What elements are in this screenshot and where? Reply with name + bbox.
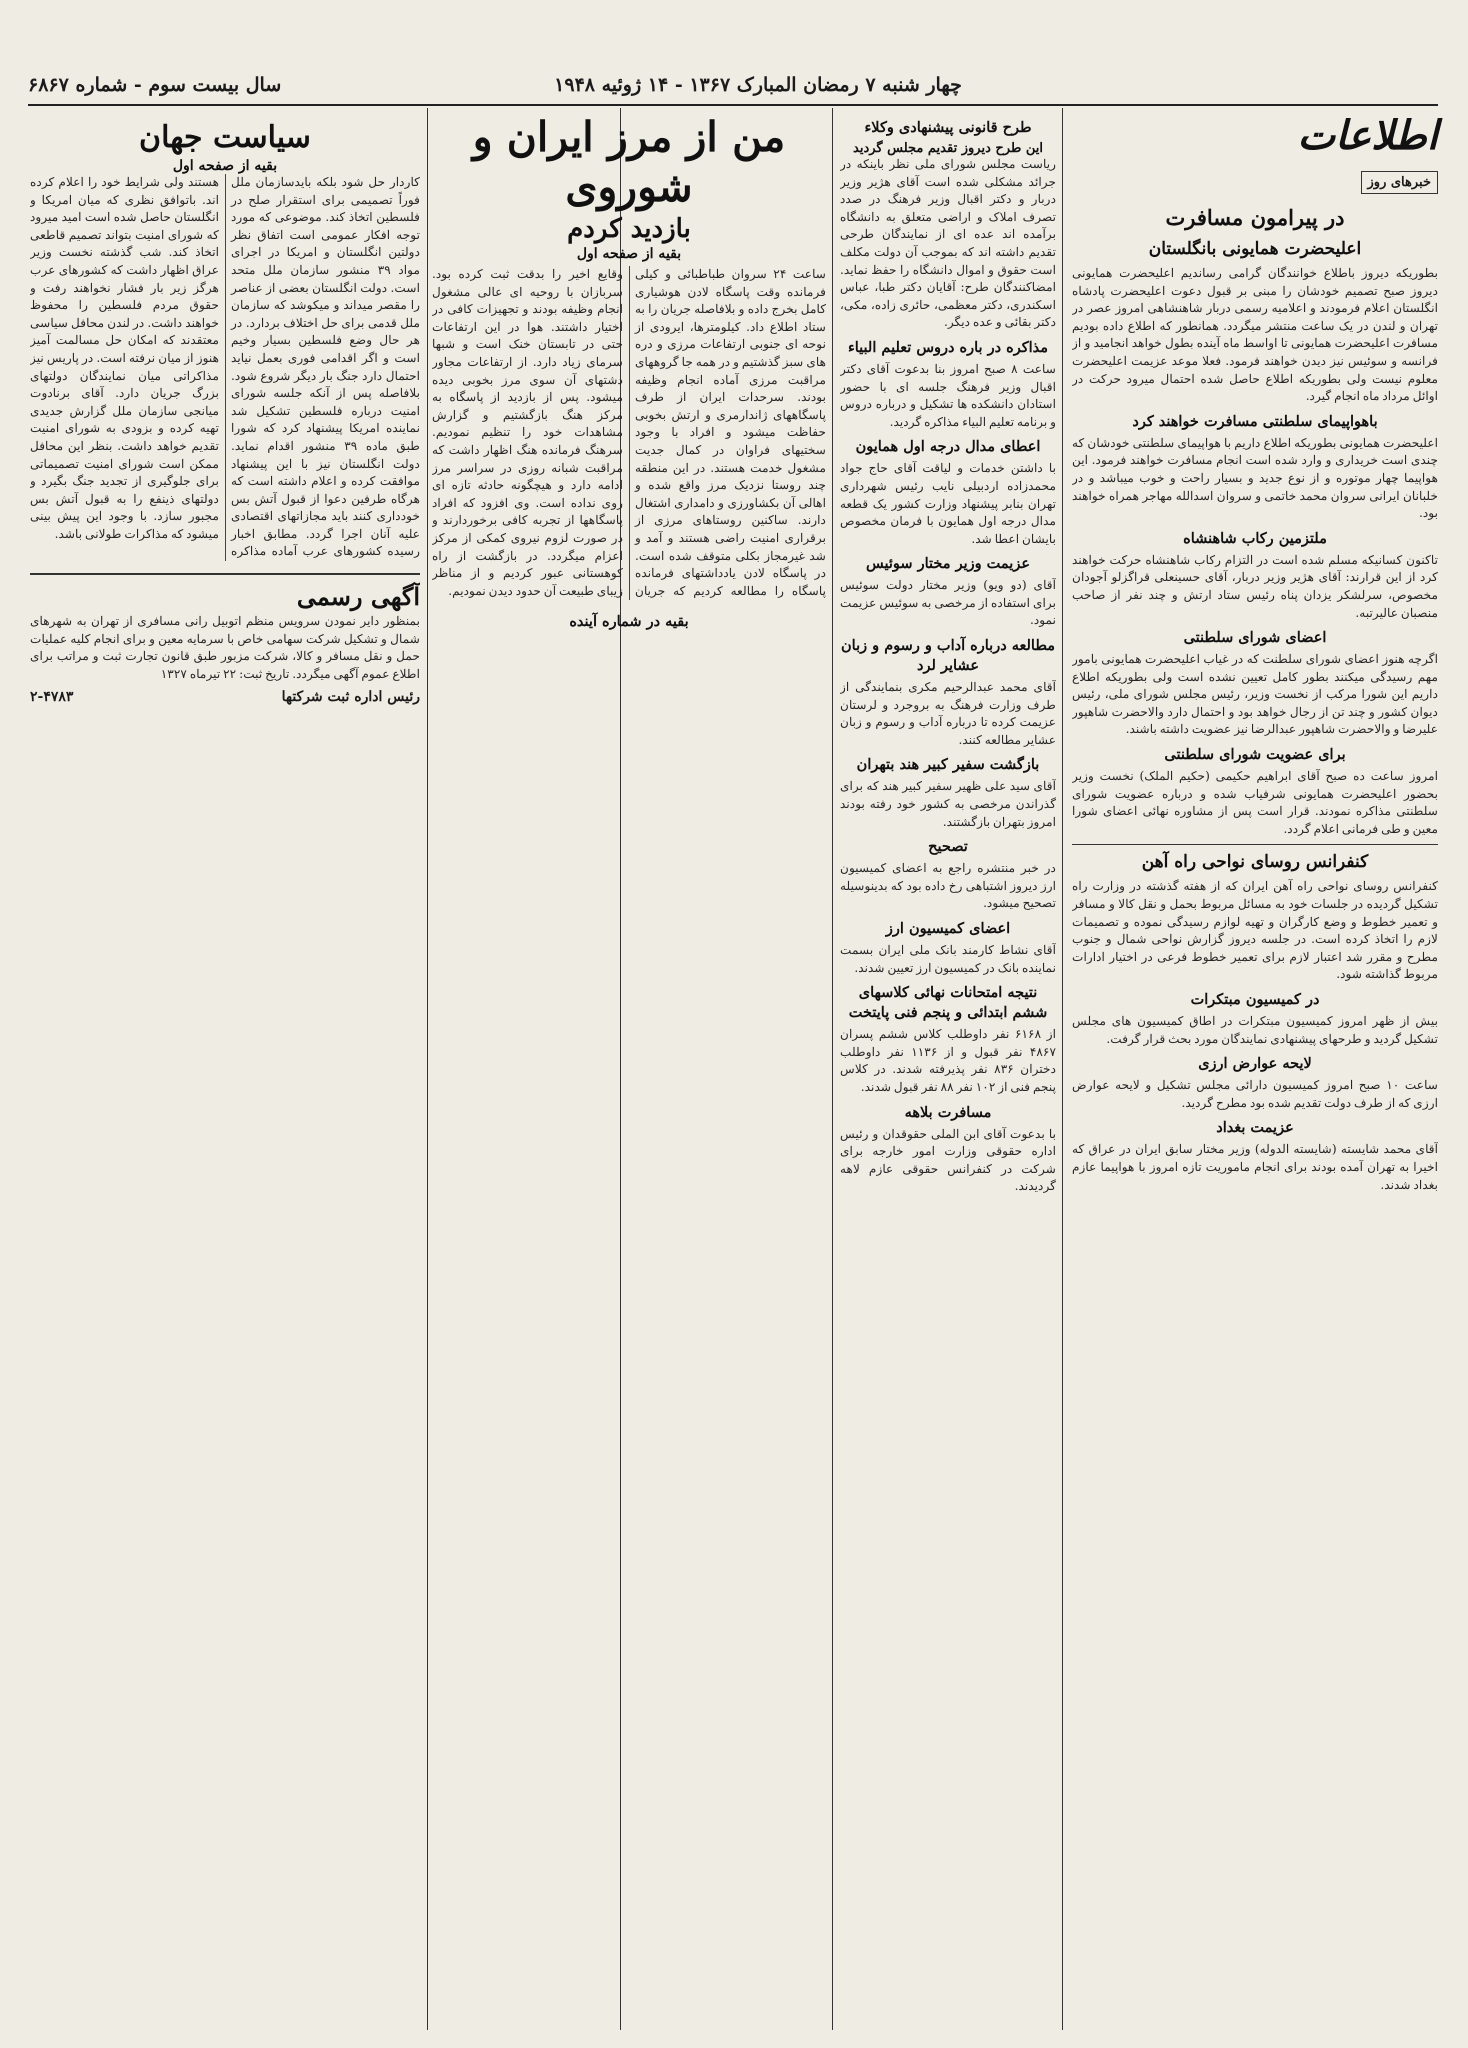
article-baghdad: آقای محمد شایسته (شایسته الدوله) وزیر مختار سابق ایران در عراق که اخیرا به تهران آمده بودند برای انجام ماموریت تازه امروز با هواپیما عازم بغداد شدند.: [1072, 1142, 1438, 1192]
article-bill: ریاست مجلس شورای ملی نظر باینکه در جرائد مشکلی شده است آقای هژیر وزیر دربار و دکتر اقبال وزیر فرهنگ در صدد تصرف املاک و اراضی متعلق به دانشگاه برآمده اند عده ای از نمایندگان طرحی تقدیم داشته اند که بموجب آن دولت مکلف است حقوق و اموال دانشگاه را حفظ نماید. امضاکنندگان طرح: آقایان دکتر طبا، عباس اسکندری، دکتر معظمی، حائری زاده، مکی، دکتر بقائی و عده دیگر.: [840, 157, 1056, 330]
world-article: [30, 174, 420, 561]
subheadline-travel: اعلیحضرت همایونی بانگلستان: [1148, 239, 1362, 259]
world-paragraph: کاردار حل شود بلکه بایدسازمان ملل فوراً تصمیمی برای استقرار صلح در فلسطین اتخاذ کند. موضوعی که مورد توجه افکار عمومی است اتفاق نظر دولتین انگلستان و امریکا در اجرای مواد ۳۹ منشور سازمان ملل متحد است. دولت انگلستان بعضی از عناصر را مقصر میداند و میکوشد که سازمان ملل قدمی برای حل اختلاف بردارد. در هر حال وضع فلسطین بسیار وخیم است و اگر اقدامی فوری بعمل نیاید احتمال دارد جنگ بار دیگر شروع شود.: [231, 175, 420, 383]
article-india-ambassador: آقای سید علی ظهیر سفیر کبیر هند که برای گذراندن مرخصی به کشور خود رفته بودند امروز بتهران بازگشتند.: [840, 779, 1056, 829]
headline-currency: لایحه عوارض ارزی: [1198, 1055, 1312, 1073]
headline-council: اعضای شورای سلطنتی: [1183, 629, 1327, 647]
continued-label: بقیه از صفحه اول: [576, 246, 682, 262]
world-politics-column: [30, 112, 420, 2030]
issue-number: سال بیست سوم - شماره ۶۸۶۷: [28, 74, 282, 96]
issue-date: چهار شنبه ۷ رمضان المبارک ۱۳۶۷ - ۱۴ ژوئیه ۱۹۴۸: [554, 74, 962, 96]
news-column-parliament: [840, 112, 1056, 2030]
subheadline-bill: این طرح دیروز تقدیم مجلس گردید: [853, 141, 1043, 156]
feature-paragraph: سرهنگ فرمانده هنگ اظهار داشت که مراقبت شبانه روزی در سراسر مرز ادامه دارد و هیچگونه حادثه تازه ای روی نداده است. وی افزود که افراد پاسگاهها از تجربه کافی برخوردارند و در صورت لزوم نیروی کمکی از مرکز اعزام میگردد. در بازگشت از راه کوهستانی عبور کردیم و از مناظر زیبای طبیعت آن حدود دیدن نمودیم.: [432, 442, 623, 598]
divider: [1072, 844, 1438, 845]
feature-paragraph: ساعت ۲۴ سروان طباطبائی و کیلی فرمانده وقت پاسگاه لادن هوشیاری کامل بخرج داده و بلافاصله جریان را به ستاد اطلاع داد. کیلومترها، ایرودی از نوحه ای جنوبی ارتفاعات مرزی و دره های سبز گذشتیم و در همه جا گروههای مراقبت مرزی آماده انجام وظیفه بودند. سرحدات ایران از طرف پاسگاههای ژاندارمری و ارتش بخوبی حفاظت میشود و افراد با وجود سختیهای فراوان در کمال جدیت مشغول خدمت هستند. در این منطقه چند روستا نزدیک مرز واقع شده و اهالی آن بکشاورزی و دامداری اشتغال دارند. ساکنین روستاهای مرزی از برقراری امنیت راضی هستند و آمد و شد غیرمجاز بکلی متوقف شده است.: [635, 267, 826, 563]
feature-headline: من از مرز ایران و شوروی: [472, 113, 786, 211]
ad-code: ۲-۴۷۸۳: [30, 689, 74, 706]
article-entourage: تاکنون کسانیکه مسلم شده است در التزام رکاب شاهنشاه حرکت خواهند کرد از این قرارند: آقای هژیر وزیر دربار، آقای حسینعلی قراگزلو آجودان مخصوص، سرلشکر یزدان پناه رئیس ستاد ارتش و چند نفر از صاحب منصبان عالیرتبه.: [1072, 552, 1438, 620]
article-lessons: ساعت ۸ صبح امروز بنا بدعوت آقای دکتر اقبال وزیر فرهنگ جلسه ای با حضور استادان دانشکده ها تشکیل و درباره دروس و برنامه تعلیم البیاء مذاکره گردید.: [840, 361, 1056, 429]
headline-baghdad: عزیمت بغداد: [1216, 1119, 1294, 1137]
ad-signature: رئیس اداره ثبت شرکتها: [281, 689, 420, 706]
headline-india-ambassador: بازگشت سفیر کبیر هند بتهران: [856, 756, 1040, 774]
headline-flight: باهواپیمای سلطنتی مسافرت خواهند کرد: [1132, 412, 1378, 430]
headline-entourage: ملتزمین رکاب شاهنشاه: [1183, 529, 1327, 547]
world-paragraph: شب گذشته نخست وزیر عراق اظهار داشت که کشورهای عرب هرگز زیر بار فشار نخواهند رفت و حقوق مردم فلسطین را محفوظ خواهند داشت. در لندن محافل سیاسی معتقدند که امکان حل مسالمت آمیز هنوز از میان نرفته است. در پاریس نیز مذاکراتی میان نمایندگان دولتهای بزرگ جریان دارد. آقای برنادوت میانجی سازمان ملل گزارش جدیدی تهیه کرده و بزودی به شورای امنیت تقدیم خواهد داشت.: [30, 245, 220, 453]
ad-text: بمنظور دایر نمودن سرویس منظم اتوبیل رانی مسافری از تهران به شهرهای شمال و تشکیل شرکت سهامی خاص با سرمایه معین و برای انجام کلیه عملیات حمل و نقل مسافر و کالا، شرکت مزبور طبق قانون تجارت ثبت و مراتب برای اطلاع عموم آگهی میگردد. تاریخ ثبت: ۲۲ تیرماه ۱۳۲۷: [30, 614, 420, 681]
headline-correction: تصحیح: [928, 838, 968, 856]
column-divider: [832, 108, 833, 2030]
headline-railway: کنفرانس روسای نواحی راه آهن: [1141, 852, 1369, 873]
article-travel: بطوریکه دیروز باطلاع خوانندگان گرامی رساندیم اعلیحضرت همایونی دیروز صبح تصمیم خودشان را مبنی بر قبول دعوت اعلیحضرت پادشاه انگلستان اعلام فرمودند و اعلامیه رسمی دربار شاهنشاهی امروز عصر در تهران و لندن در یک ساعت منتشر میگردد. همانطور که اطلاع داده بودیم مسافرت اعلیحضرت همایونی تا اواسط ماه آینده بطول خواهد انجامید و از فرانسه و سوئیس نیز دیدن خواهند فرمود. فعلا موعد عزیمت اعلیحضرت معلوم نیست ولی بطوریکه اطلاع حاصل شده احتمال میرود حرکت در اوائل مرداد ماه انجام گیرد.: [1072, 266, 1438, 404]
feature-paragraph: در پاسگاه لادن یادداشتهای فرمانده پاسگاه را مطالعه کردیم که جریان وقایع اخیر را بدقت ثبت کرده بود. سربازان با روحیه ای عالی مشغول انجام وظیفه بودند و تجهیزات کافی در اختیار داشتند. هوا در این ارتفاعات حتی در تابستان خنک است و شبها سرمای زیاد دارد. از ارتفاعات مجاور دشتهای آن سوی مرز بخوبی دیده میشود. پس از بازدید از پاسگاه به مرکز هنگ بازگشتیم و گزارش مشاهدات خود را تنظیم نمودیم.: [432, 267, 826, 598]
ad-footer: [30, 689, 420, 705]
headline-swiss-envoy: عزیمت وزیر مختار سوئیس: [866, 555, 1030, 573]
feature-subheadline: بازدید کردم: [567, 214, 691, 244]
headline-currency-members: اعضای کمیسیون ارز: [885, 920, 1011, 937]
world-paragraph: بلافاصله پس از آنکه جلسه شورای امنیت درباره فلسطین تشکیل شد نماینده امریکا پیشنهاد کرد که شورا طبق ماده ۳۹ منشور اقدام نماید. دولت انگلستان نیز با این پیشنهاد موافقت کرده و اعلام داشته است که هرگاه طرفین دعوا از قبول آتش بس خودداری کنند باید مجازاتهای اقتصادی علیه آنان اجرا گردد. مطابق اخبار رسیده کشورهای عرب آماده مذاکره هستند ولی شرایط خود را اعلام کرده اند. باتوافق نظری که میان امریکا و انگلستان حاصل شده است امید میرود که شورای امنیت بتواند تصمیم قاطعی اتخاذ کند.: [30, 175, 420, 559]
article-currency: ساعت ۱۰ صبح امروز کمیسیون دارائی مجلس تشکیل و لایحه عوارض ارزی که از طرف دولت تقدیم شده بود مطرح گردید.: [1072, 1078, 1438, 1110]
article-flight: اعلیحضرت همایونی بطوریکه اطلاع داریم با هواپیمای سلطنتی خودشان که چندی است خریداری و وارد شده است انجام مسافرت خواهند فرمود. این هواپیما چهار موتوره و از نوع جدید و بسیار راحت و خوب میباشد و در خلبانان ایرانی سروان محمد خاتمی و سروان اسدالله مهاجر همراه خواهند بود.: [1072, 435, 1438, 521]
feature-article: [432, 266, 826, 600]
headline-hague: مسافرت بلاهه: [904, 1103, 992, 1121]
headline-exams: نتیجه امتحانات نهائی کلاسهای ششم ابتدائی و پنجم فنی پایتخت: [848, 984, 1048, 1022]
article-exams: از ۶۱۶۸ نفر داوطلب کلاس ششم پسران ۴۸۶۷ نفر قبول و از ۱۱۳۶ نفر داوطلب دختران ۸۳۶ نفر پذیرفته شدند. در کلاس پنجم فنی از ۱۰۲ نفر ۸۸ نفر قبول شدند.: [840, 1027, 1056, 1094]
headline-council-membership: برای عضویت شورای سلطنتی: [1164, 746, 1346, 764]
continue-note: بقیه در شماره آینده: [569, 613, 689, 631]
article-hague: با بدعوت آقای ابن الملی حقوقدان و رئیس اداره حقوقی وزارت امور خارجه برای شرکت در کنفرانس حقوقی عازم لاهه گردیدند.: [840, 1126, 1056, 1194]
world-paragraph: بنظر این محافل ممکن است شورای امنیت تصمیماتی برای جلوگیری از تجدید جنگ بگیرد و دولتهای ذینفع را به قبول آتش بس مجبور سازد. با وجود این پیش بینی میشود که مذاکرات طولانی باشد.: [30, 438, 219, 541]
section-label: خبرهای روز: [1361, 171, 1438, 194]
headline-tribes: مطالعه درباره آداب و رسوم و زبان عشایر لرد: [841, 637, 1055, 675]
headline-initiatives: در کمیسیون مبتکرات: [1190, 991, 1320, 1008]
headline-lessons: مذاکره در باره دروس تعلیم البیاء: [847, 338, 1049, 356]
ad-headline: آگهی رسمی: [296, 582, 420, 612]
page-header: [28, 70, 1438, 106]
headline-medal: اعطای مدال درجه اول همایون: [855, 438, 1041, 456]
world-headline: سیاست جهان: [139, 120, 311, 155]
article-currency-members: آقای نشاط کارمند بانک ملی ایران بسمت نماینده بانک در کمیسیون ارز تعیین شدند.: [840, 943, 1056, 975]
article-tribes: آقای محمد عبدالرحیم مکری بنمایندگی از طرف وزارت فرهنگ به بروجرد و لرستان عزیمت کرده تا درباره آداب و رسوم و زبان عشایر مطالعه کنند.: [840, 680, 1056, 747]
article-correction: در خبر منتشره راجع به اعضای کمیسیون ارز دیروز اشتباهی رخ داده بود که بدینوسیله تصحیح میشود.: [840, 861, 1056, 911]
column-divider: [427, 108, 428, 2030]
article-swiss-envoy: آقای (دو ویو) وزیر مختار دولت سوئیس برای استفاده از مرخصی به سوئیس عزیمت نمود.: [840, 578, 1056, 628]
divider: [30, 573, 420, 575]
feature-column-border: [432, 112, 826, 2030]
article-railway: کنفرانس روسای نواحی راه آهن ایران که از هفته گذشته در وزارت راه تشکیل گردیده در جلسات خود به مسائل مربوط بحمل و نقل کالا و مسافر و تعمیر خطوط و وضع کارگران و تهیه لوازم رسیدگی نموده و تصمیمات لازم را اتخاذ کرده است. در جلسه دیروز گزارش نواحی شمال و جنوب مطرح و مقرر شد اعتبار لازم برای تعمیر خطوط فرعی در اختیار ادارات مربوط گذاشته شود.: [1072, 879, 1438, 982]
headline-bill: طرح قانونی پیشنهادی وکلاء: [864, 119, 1032, 136]
masthead-logo: اطلاعات: [1297, 112, 1438, 159]
column-divider: [1062, 108, 1063, 2030]
article-council: اگرچه هنوز اعضای شورای سلطنت که در غیاب اعلیحضرت همایونی بامور مهم رسیدگی میکنند بطور کامل تعیین نشده است ولی بطوریکه اطلاع داریم این شورا مرکب از نخست وزیر، رئیس مجلس شورای ملی، رئیس دیوان کشور و چند تن از رجال خواهد بود و احتمال دارد والاحضرت شاهپور علیرضا و والاحضرت شاهپور عبدالرضا نیز عضویت داشته باشند.: [1072, 652, 1438, 737]
article-council-membership: امروز ساعت ده صبح آقای ابراهیم حکیمی (حکیم الملک) نخست وزیر بحضور اعلیحضرت همایونی شرفیاب شده و درباره عضویت شورای سلطنتی مذاکره نمودند. قرار است پس از مشاوره نهائی اعضای شورا معین و طی فرمانی اعلام گردد.: [1072, 769, 1438, 836]
continued-label: بقیه از صفحه اول: [172, 158, 278, 174]
headline-travel: در پیرامون مسافرت: [1165, 205, 1345, 230]
article-medal: با داشتن خدمات و لیاقت آقای حاج جواد محمدزاده اردبیلی نایب رئیس شهرداری تهران بنابر پیشنهاد وزارت کشور یک قطعه مدال درجه اول همایون با فرمان مخصوص بایشان اعطا شد.: [840, 461, 1056, 546]
news-column-daily: [1072, 165, 1438, 2030]
article-initiatives: بیش از ظهر امروز کمیسیون مبتکرات در اطاق کمیسیون های مجلس تشکیل گردید و طرحهای پیشنهادی نمایندگان مورد بحث قرار گرفت.: [1072, 1014, 1438, 1046]
